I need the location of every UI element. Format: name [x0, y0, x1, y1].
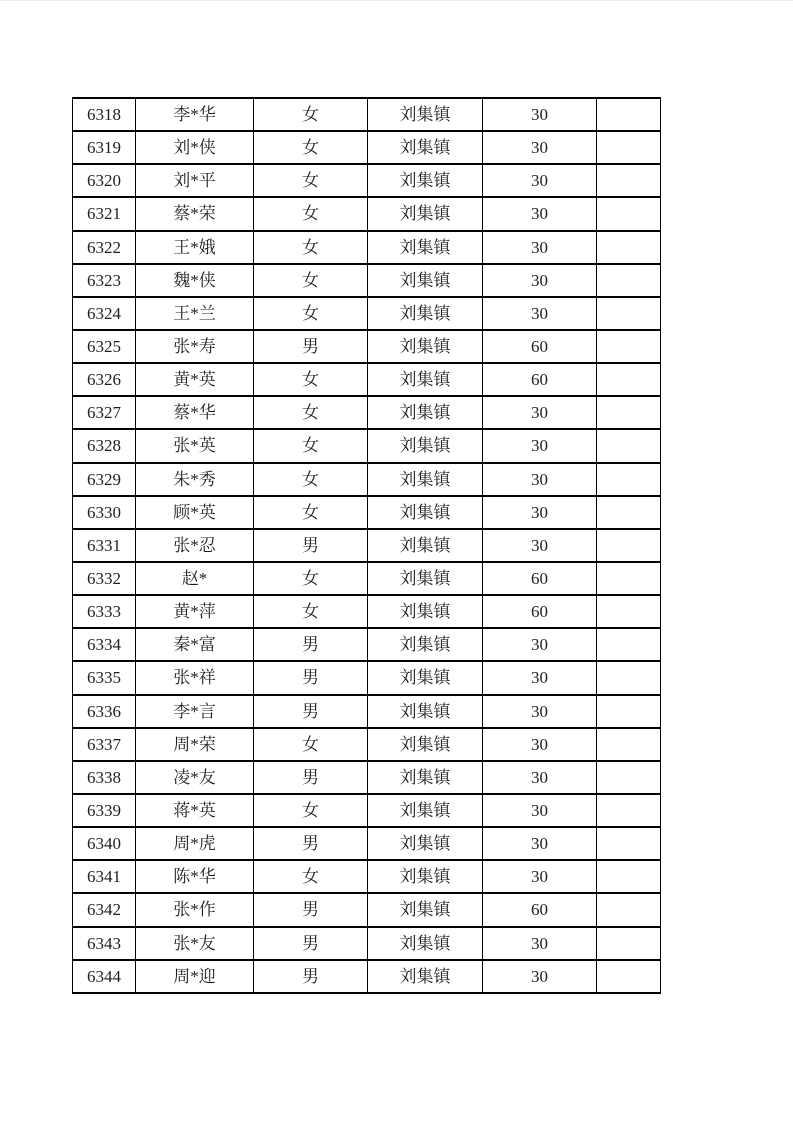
- cell-name: 陈*华: [136, 860, 254, 893]
- cell-amount: 30: [483, 197, 597, 230]
- table-row: [73, 893, 661, 926]
- table-row: [73, 231, 661, 264]
- table-row: [73, 429, 661, 462]
- cell-gender: 女: [254, 98, 368, 131]
- cell-name: 王*娥: [136, 231, 254, 264]
- table-row: [73, 363, 661, 396]
- table-row: [73, 264, 661, 297]
- cell-note: [597, 496, 661, 529]
- cell-gender: 男: [254, 960, 368, 993]
- cell-id: 6331: [73, 529, 136, 562]
- cell-name: 顾*英: [136, 496, 254, 529]
- cell-id: 6327: [73, 396, 136, 429]
- cell-id: 6328: [73, 429, 136, 462]
- cell-region: 刘集镇: [368, 860, 483, 893]
- cell-note: [597, 264, 661, 297]
- cell-id: 6333: [73, 595, 136, 628]
- cell-gender: 女: [254, 463, 368, 496]
- cell-gender: 女: [254, 794, 368, 827]
- table-row: [73, 529, 661, 562]
- cell-amount: 30: [483, 794, 597, 827]
- table-row: [73, 661, 661, 694]
- table-row: [73, 728, 661, 761]
- table-row: [73, 860, 661, 893]
- cell-id: 6329: [73, 463, 136, 496]
- cell-region: 刘集镇: [368, 529, 483, 562]
- cell-gender: 女: [254, 396, 368, 429]
- cell-amount: 30: [483, 728, 597, 761]
- cell-name: 张*祥: [136, 661, 254, 694]
- cell-gender: 女: [254, 231, 368, 264]
- table-row: [73, 628, 661, 661]
- cell-gender: 男: [254, 330, 368, 363]
- cell-note: [597, 164, 661, 197]
- cell-note: [597, 197, 661, 230]
- cell-amount: 30: [483, 496, 597, 529]
- cell-id: 6326: [73, 363, 136, 396]
- cell-region: 刘集镇: [368, 628, 483, 661]
- cell-amount: 60: [483, 363, 597, 396]
- cell-amount: 30: [483, 860, 597, 893]
- cell-region: 刘集镇: [368, 595, 483, 628]
- cell-gender: 男: [254, 529, 368, 562]
- cell-region: 刘集镇: [368, 396, 483, 429]
- cell-note: [597, 661, 661, 694]
- cell-note: [597, 396, 661, 429]
- cell-region: 刘集镇: [368, 463, 483, 496]
- cell-gender: 女: [254, 860, 368, 893]
- cell-gender: 男: [254, 927, 368, 960]
- cell-region: 刘集镇: [368, 827, 483, 860]
- cell-id: 6338: [73, 761, 136, 794]
- cell-amount: 30: [483, 761, 597, 794]
- cell-note: [597, 927, 661, 960]
- cell-gender: 男: [254, 661, 368, 694]
- cell-name: 周*虎: [136, 827, 254, 860]
- cell-region: 刘集镇: [368, 794, 483, 827]
- cell-region: 刘集镇: [368, 429, 483, 462]
- cell-amount: 30: [483, 98, 597, 131]
- cell-id: 6320: [73, 164, 136, 197]
- cell-id: 6321: [73, 197, 136, 230]
- cell-note: [597, 860, 661, 893]
- cell-name: 朱*秀: [136, 463, 254, 496]
- cell-note: [597, 529, 661, 562]
- cell-gender: 女: [254, 429, 368, 462]
- cell-gender: 女: [254, 197, 368, 230]
- table-row: [73, 197, 661, 230]
- cell-gender: 女: [254, 297, 368, 330]
- cell-region: 刘集镇: [368, 131, 483, 164]
- cell-region: 刘集镇: [368, 363, 483, 396]
- cell-region: 刘集镇: [368, 695, 483, 728]
- cell-region: 刘集镇: [368, 960, 483, 993]
- cell-note: [597, 761, 661, 794]
- cell-name: 刘*侠: [136, 131, 254, 164]
- cell-id: 6342: [73, 893, 136, 926]
- cell-name: 张*英: [136, 429, 254, 462]
- cell-id: 6318: [73, 98, 136, 131]
- cell-note: [597, 330, 661, 363]
- cell-id: 6341: [73, 860, 136, 893]
- cell-amount: 60: [483, 893, 597, 926]
- cell-name: 刘*平: [136, 164, 254, 197]
- cell-name: 王*兰: [136, 297, 254, 330]
- records-table-body: [73, 98, 661, 993]
- cell-note: [597, 827, 661, 860]
- cell-id: 6332: [73, 562, 136, 595]
- cell-gender: 男: [254, 761, 368, 794]
- cell-id: 6344: [73, 960, 136, 993]
- cell-note: [597, 595, 661, 628]
- cell-name: 李*华: [136, 98, 254, 131]
- cell-amount: 30: [483, 164, 597, 197]
- cell-name: 张*作: [136, 893, 254, 926]
- cell-name: 张*寿: [136, 330, 254, 363]
- records-table: [72, 97, 661, 994]
- cell-id: 6334: [73, 628, 136, 661]
- table-row: [73, 330, 661, 363]
- cell-gender: 男: [254, 893, 368, 926]
- cell-note: [597, 98, 661, 131]
- cell-id: 6324: [73, 297, 136, 330]
- cell-amount: 60: [483, 595, 597, 628]
- cell-region: 刘集镇: [368, 661, 483, 694]
- cell-note: [597, 463, 661, 496]
- cell-region: 刘集镇: [368, 496, 483, 529]
- cell-amount: 60: [483, 562, 597, 595]
- cell-id: 6340: [73, 827, 136, 860]
- cell-id: 6337: [73, 728, 136, 761]
- cell-note: [597, 231, 661, 264]
- table-row: [73, 98, 661, 131]
- table-row: [73, 164, 661, 197]
- cell-name: 张*友: [136, 927, 254, 960]
- cell-region: 刘集镇: [368, 98, 483, 131]
- cell-amount: 30: [483, 429, 597, 462]
- cell-id: 6319: [73, 131, 136, 164]
- cell-name: 凌*友: [136, 761, 254, 794]
- cell-name: 赵*: [136, 562, 254, 595]
- cell-name: 秦*富: [136, 628, 254, 661]
- cell-amount: 30: [483, 960, 597, 993]
- cell-gender: 女: [254, 131, 368, 164]
- cell-region: 刘集镇: [368, 893, 483, 926]
- table-row: [73, 960, 661, 993]
- cell-gender: 男: [254, 695, 368, 728]
- cell-note: [597, 728, 661, 761]
- cell-amount: 30: [483, 661, 597, 694]
- cell-note: [597, 297, 661, 330]
- table-row: [73, 131, 661, 164]
- cell-gender: 女: [254, 562, 368, 595]
- cell-note: [597, 429, 661, 462]
- cell-id: 6322: [73, 231, 136, 264]
- cell-name: 蔡*荣: [136, 197, 254, 230]
- cell-gender: 女: [254, 728, 368, 761]
- cell-amount: 60: [483, 330, 597, 363]
- cell-name: 李*言: [136, 695, 254, 728]
- cell-note: [597, 131, 661, 164]
- table-row: [73, 396, 661, 429]
- cell-gender: 女: [254, 363, 368, 396]
- table-row: [73, 927, 661, 960]
- cell-note: [597, 695, 661, 728]
- cell-region: 刘集镇: [368, 728, 483, 761]
- cell-note: [597, 562, 661, 595]
- table-row: [73, 463, 661, 496]
- table-row: [73, 297, 661, 330]
- cell-name: 周*荣: [136, 728, 254, 761]
- cell-region: 刘集镇: [368, 330, 483, 363]
- table-row: [73, 761, 661, 794]
- cell-note: [597, 960, 661, 993]
- table-row: [73, 794, 661, 827]
- cell-gender: 女: [254, 595, 368, 628]
- table-row: [73, 562, 661, 595]
- cell-id: 6339: [73, 794, 136, 827]
- cell-note: [597, 794, 661, 827]
- cell-name: 黄*英: [136, 363, 254, 396]
- cell-name: 蒋*英: [136, 794, 254, 827]
- cell-id: 6343: [73, 927, 136, 960]
- cell-note: [597, 363, 661, 396]
- cell-gender: 女: [254, 496, 368, 529]
- cell-note: [597, 628, 661, 661]
- cell-region: 刘集镇: [368, 297, 483, 330]
- cell-amount: 30: [483, 927, 597, 960]
- cell-amount: 30: [483, 628, 597, 661]
- cell-id: 6325: [73, 330, 136, 363]
- cell-note: [597, 893, 661, 926]
- cell-region: 刘集镇: [368, 164, 483, 197]
- cell-region: 刘集镇: [368, 927, 483, 960]
- table-row: [73, 695, 661, 728]
- cell-amount: 30: [483, 131, 597, 164]
- table-row: [73, 496, 661, 529]
- cell-gender: 女: [254, 164, 368, 197]
- cell-name: 周*迎: [136, 960, 254, 993]
- cell-amount: 30: [483, 529, 597, 562]
- cell-name: 蔡*华: [136, 396, 254, 429]
- cell-region: 刘集镇: [368, 197, 483, 230]
- cell-id: 6336: [73, 695, 136, 728]
- cell-amount: 30: [483, 827, 597, 860]
- cell-id: 6335: [73, 661, 136, 694]
- cell-gender: 男: [254, 628, 368, 661]
- cell-region: 刘集镇: [368, 562, 483, 595]
- cell-name: 张*忍: [136, 529, 254, 562]
- cell-gender: 男: [254, 827, 368, 860]
- cell-amount: 30: [483, 264, 597, 297]
- cell-amount: 30: [483, 231, 597, 264]
- cell-id: 6323: [73, 264, 136, 297]
- cell-amount: 30: [483, 463, 597, 496]
- cell-name: 黄*萍: [136, 595, 254, 628]
- cell-amount: 30: [483, 396, 597, 429]
- cell-amount: 30: [483, 695, 597, 728]
- table-row: [73, 595, 661, 628]
- cell-gender: 女: [254, 264, 368, 297]
- cell-region: 刘集镇: [368, 264, 483, 297]
- cell-amount: 30: [483, 297, 597, 330]
- cell-id: 6330: [73, 496, 136, 529]
- cell-region: 刘集镇: [368, 231, 483, 264]
- cell-region: 刘集镇: [368, 761, 483, 794]
- cell-name: 魏*侠: [136, 264, 254, 297]
- table-row: [73, 827, 661, 860]
